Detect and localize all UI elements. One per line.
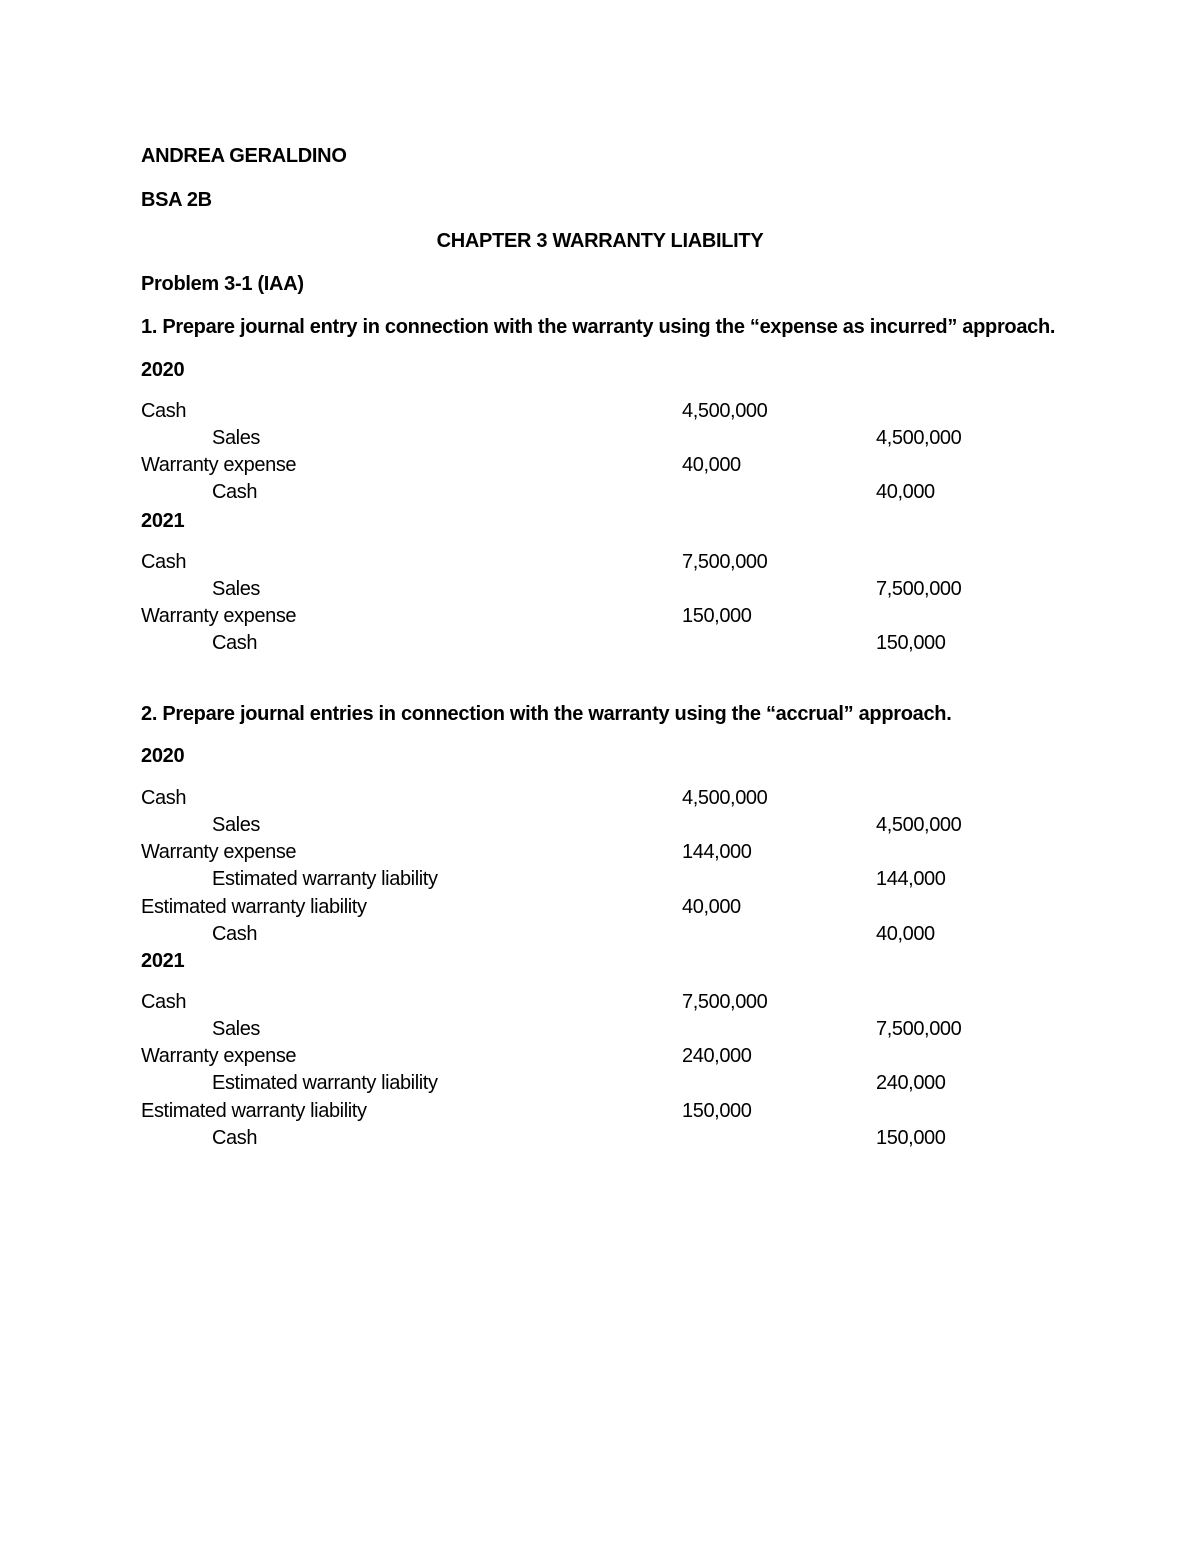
debit-amount: 144,000 <box>682 841 752 863</box>
journal-entry-row <box>141 425 1041 452</box>
journal-entry-row <box>141 1070 1041 1097</box>
debit-amount: 150,000 <box>682 605 752 627</box>
section-label: BSA 2B <box>141 189 212 211</box>
account-name: Warranty expense <box>141 605 297 627</box>
journal-entry-row <box>141 576 1041 603</box>
journal-entry-row <box>141 894 1041 921</box>
journal-entry-row <box>141 839 1041 866</box>
problem-title: Problem 3-1 (IAA) <box>141 273 304 295</box>
account-name: Cash <box>212 481 258 503</box>
credit-amount: 4,500,000 <box>876 814 962 836</box>
part-2-heading: 2. Prepare journal entries in connection with the warranty using the “accrual” approach. <box>141 703 952 725</box>
journal-entry-row <box>141 921 1041 948</box>
credit-amount: 7,500,000 <box>876 1018 962 1040</box>
journal-entry-row <box>141 785 1041 812</box>
credit-amount: 4,500,000 <box>876 427 962 449</box>
account-name: Cash <box>141 400 187 422</box>
account-name: Warranty expense <box>141 1045 297 1067</box>
account-name: Estimated warranty liability <box>212 1072 438 1094</box>
debit-amount: 40,000 <box>682 454 741 476</box>
part-1-year-2020: 2020 <box>141 359 185 381</box>
part-2-year-2021: 2021 <box>141 950 185 972</box>
account-name: Warranty expense <box>141 841 297 863</box>
journal-entry-row <box>141 989 1041 1016</box>
journal-entry-row <box>141 866 1041 893</box>
debit-amount: 240,000 <box>682 1045 752 1067</box>
credit-amount: 144,000 <box>876 868 946 890</box>
journal-entry-row <box>141 1016 1041 1043</box>
account-name: Cash <box>212 923 258 945</box>
credit-amount: 150,000 <box>876 1127 946 1149</box>
debit-amount: 4,500,000 <box>682 400 768 422</box>
journal-entry-row <box>141 549 1041 576</box>
journal-entry-row <box>141 479 1041 506</box>
journal-entry-row <box>141 1043 1041 1070</box>
debit-amount: 7,500,000 <box>682 551 768 573</box>
debit-amount: 7,500,000 <box>682 991 768 1013</box>
debit-amount: 4,500,000 <box>682 787 768 809</box>
account-name: Cash <box>141 551 187 573</box>
account-name: Cash <box>141 787 187 809</box>
journal-entry-row <box>141 1125 1041 1152</box>
credit-amount: 7,500,000 <box>876 578 962 600</box>
journal-entry-row <box>141 398 1041 425</box>
journal-entry-row <box>141 452 1041 479</box>
credit-amount: 150,000 <box>876 632 946 654</box>
part-2-year-2020: 2020 <box>141 745 185 767</box>
account-name: Sales <box>212 1018 261 1040</box>
debit-amount: 40,000 <box>682 896 741 918</box>
account-name: Sales <box>212 427 261 449</box>
journal-entry-row <box>141 812 1041 839</box>
account-name: Estimated warranty liability <box>212 868 438 890</box>
debit-amount: 150,000 <box>682 1100 752 1122</box>
account-name: Warranty expense <box>141 454 297 476</box>
account-name: Sales <box>212 814 261 836</box>
account-name: Cash <box>212 632 258 654</box>
account-name: Cash <box>141 991 187 1013</box>
journal-entry-row <box>141 1098 1041 1125</box>
credit-amount: 40,000 <box>876 481 935 503</box>
student-name: ANDREA GERALDINO <box>141 145 347 167</box>
account-name: Cash <box>212 1127 258 1149</box>
chapter-title: CHAPTER 3 WARRANTY LIABILITY <box>436 230 764 252</box>
credit-amount: 40,000 <box>876 923 935 945</box>
part-1-heading: 1. Prepare journal entry in connection with the warranty using the “expense as incurred” approach. <box>141 316 1056 338</box>
journal-entry-row <box>141 630 1041 657</box>
account-name: Estimated warranty liability <box>141 1100 367 1122</box>
journal-entry-row <box>141 603 1041 630</box>
part-1-year-2021: 2021 <box>141 510 185 532</box>
credit-amount: 240,000 <box>876 1072 946 1094</box>
account-name: Sales <box>212 578 261 600</box>
account-name: Estimated warranty liability <box>141 896 367 918</box>
